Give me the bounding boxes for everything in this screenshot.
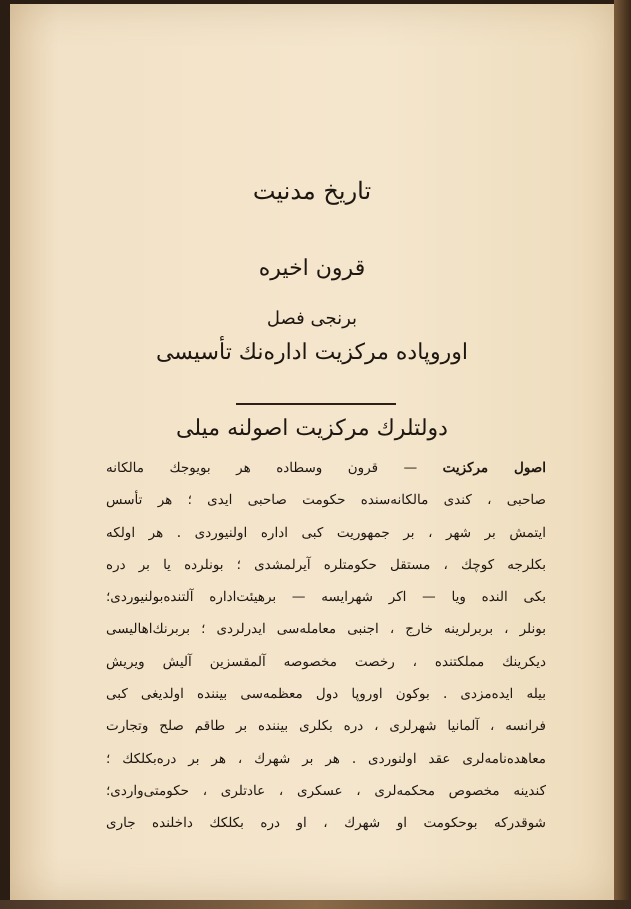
book-edge [0, 900, 631, 909]
body-line-text: — قرون وسطاده هر بویوجك مالکانه [106, 460, 418, 476]
section-title: دولتلرك مرکزیت اصولنه میلی [176, 416, 448, 441]
body-line: شوقدرکه بوحکومت او شهرك ، او دره بکلکك داخلنده جاری [106, 815, 546, 832]
body-line: دیکرینك مملکتنده ، رخصت مخصوصه آلمقسزین آلیش ویریش [106, 653, 546, 670]
body-line: ایتمش بر شهر ، بر جمهوریت کبی اداره اولنیوردی . هر اولکه [106, 524, 546, 541]
book-title: تاریخ مدنیت [252, 177, 372, 205]
body-line: کندینه مخصوص محکمه‌لری ، عسکری ، عادتلری ، حکومتی‌واردی؛ [106, 782, 546, 799]
body-line: بیله ایده‌مزدی . بوکون اوروپا دول معظمه‌سی بیننده اولدیغی کبی [106, 686, 546, 703]
body-line: بونلر ، بربرلرینه خارج ، اجنبی معامله‌سی ایدرلردی ؛ بربرنك‌اهالیسی [106, 621, 546, 638]
chapter-label: برنجی فصل [266, 308, 358, 329]
part-title: قرون اخیره [258, 256, 366, 281]
book-spine [614, 0, 631, 909]
divider-rule [236, 403, 396, 405]
body-line: فرانسه ، آلمانیا شهرلری ، دره بکلری بیننده بر طاقم صلح وتجارت [106, 718, 546, 735]
body-paragraph [106, 452, 546, 840]
book-page [10, 4, 614, 900]
body-line: صاحبی ، کندی مالکانه‌سنده حکومت صاحبی ایدی ؛ هر تأسس [106, 492, 546, 509]
body-line [106, 452, 546, 484]
body-line: معاهده‌نامه‌لری عقد اولنوردی . هر بر شهرك ، هر بر دره‌بکلکك ؛ [106, 750, 546, 767]
body-line: بکی النده ویا — اکر شهرایسه — برهیئت‌اداره آلتنده‌بولنیوردی؛ [106, 589, 546, 606]
body-line: بکلرجه کوچك ، مستقل حکومتلره آیرلمشدی ؛ بونلرده یا بر دره [106, 556, 546, 573]
chapter-title: اوروپاده مرکزیت اداره‌نك تأسیسی [155, 340, 469, 365]
lead-term: اصول مرکزیت [442, 460, 546, 476]
